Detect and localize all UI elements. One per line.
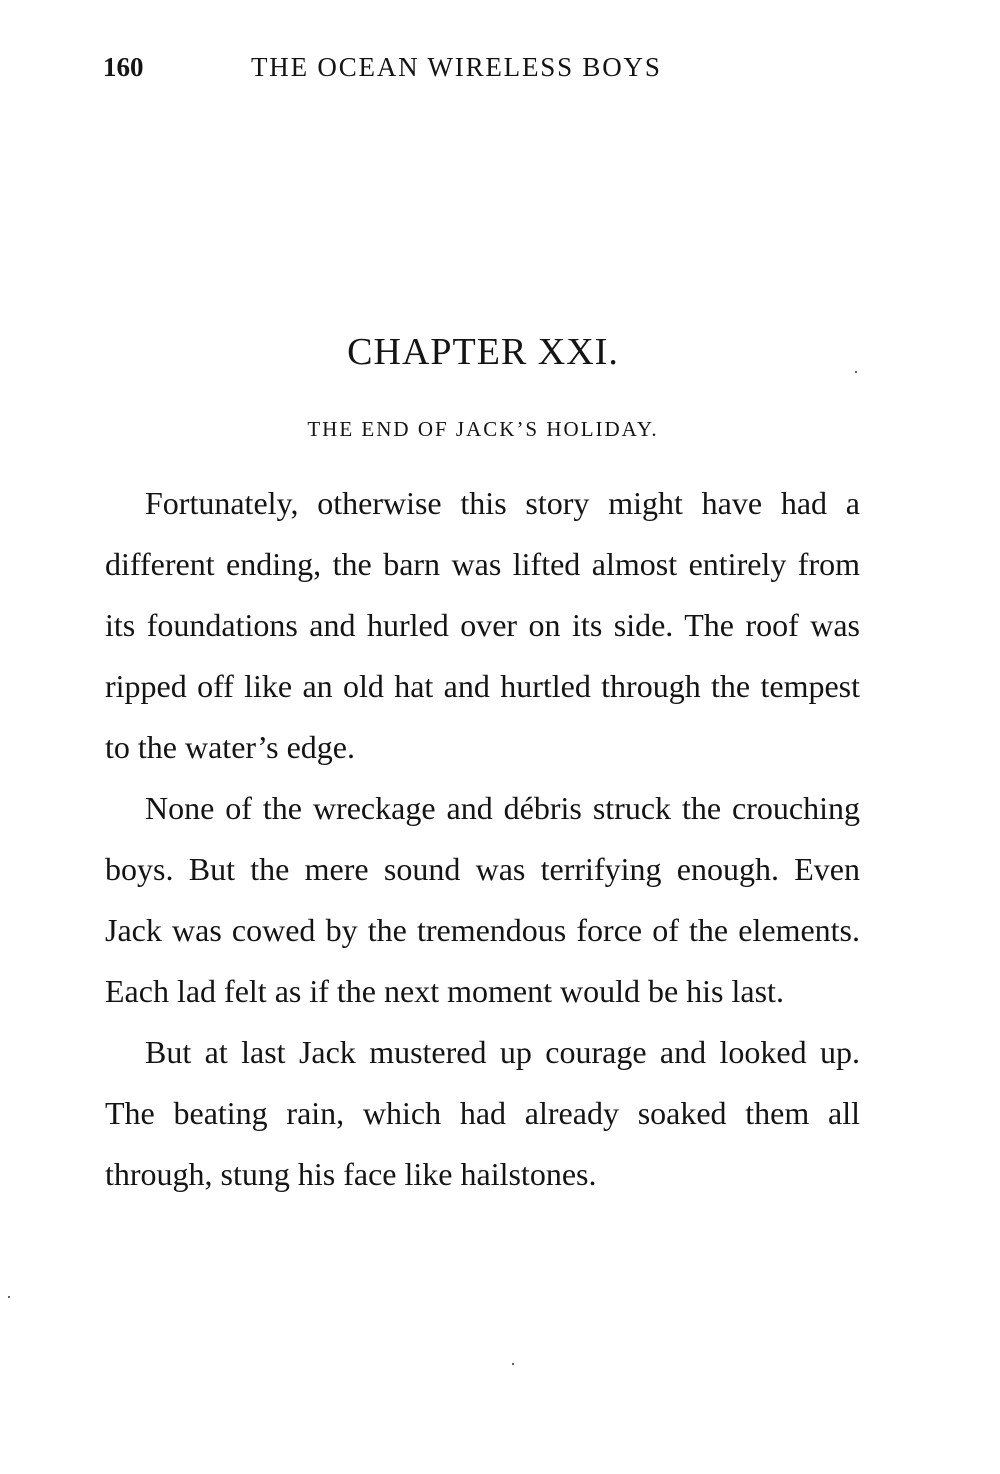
- running-title: THE OCEAN WIRELESS BOYS: [251, 52, 662, 82]
- paragraph-1: Fortunately, otherwise this story might have had a different ending, the barn was lifted almost entirely from its foundations and hurled over on its side. The roof was ripped off like an old hat and hurtled through the tempest to the water’s edge.: [105, 485, 860, 765]
- chapter-subtitle: THE END OF JACK’S HOLIDAY.: [307, 417, 659, 441]
- body-text: [105, 473, 860, 1205]
- page-number: 160: [103, 52, 144, 82]
- paragraph-3: But at last Jack mustered up courage and looked up. The beating rain, which had already soaked them all through, stung his face like hailstones.: [105, 1034, 860, 1192]
- paragraph-2: None of the wreckage and débris struck the crouching boys. But the mere sound was terrifying enough. Even Jack was cowed by the tremendous force of the elements. Each lad felt as if the next moment would be his last.: [105, 790, 860, 1009]
- scan-speck: [8, 1296, 10, 1298]
- scan-speck: [512, 1363, 514, 1365]
- running-head: [103, 52, 863, 92]
- chapter-heading: CHAPTER XXI.: [347, 331, 619, 373]
- scan-speck: [855, 371, 857, 373]
